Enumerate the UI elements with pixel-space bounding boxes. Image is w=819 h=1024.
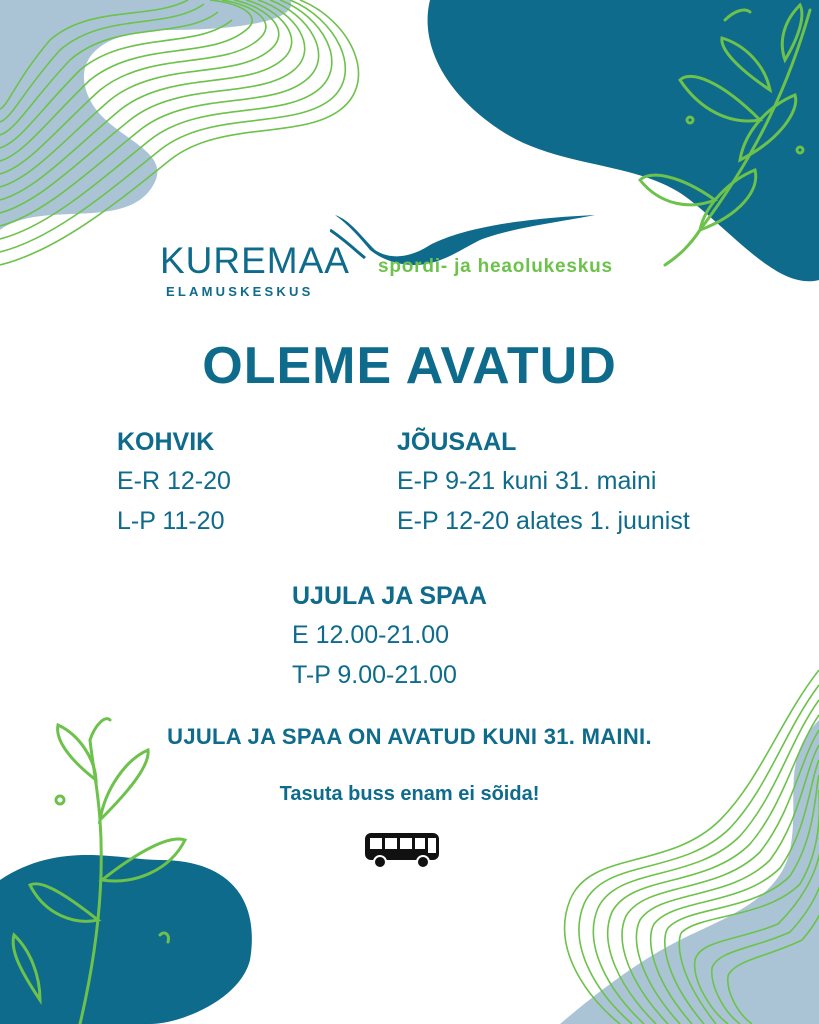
logo-subtitle: ELAMUSKESKUS	[166, 284, 314, 299]
notice-text: UJULA JA SPAA ON AVATUD KUNI 31. MAINI.	[167, 724, 652, 749]
jousaal-hours-line: E-P 9-21 kuni 31. maini	[397, 467, 657, 495]
bus-note: Tasuta buss enam ei sõida!	[279, 783, 540, 805]
ujula-hours-line: E 12.00-21.00	[292, 621, 450, 649]
bus-icon	[363, 830, 443, 870]
kohvik-heading: KOHVIK	[117, 428, 215, 456]
logo-name: KUREMAA	[160, 240, 350, 281]
section-ujula-spaa	[292, 582, 487, 695]
kohvik-hours-line: E-R 12-20	[117, 467, 231, 495]
logo	[160, 210, 680, 300]
section-jousaal	[397, 428, 690, 541]
kohvik-hours-line: L-P 11-20	[117, 507, 225, 535]
jousaal-heading: JÕUSAAL	[397, 428, 517, 456]
section-kohvik	[117, 428, 231, 541]
logo-tagline: spordi- ja heaolukeskus	[378, 256, 613, 277]
page-title: OLEME AVATUD	[202, 337, 617, 395]
jousaal-hours-line: E-P 12-20 alates 1. juunist	[397, 507, 690, 535]
ujula-hours-line: T-P 9.00-21.00	[292, 661, 457, 689]
ujula-heading: UJULA JA SPAA	[292, 582, 487, 610]
